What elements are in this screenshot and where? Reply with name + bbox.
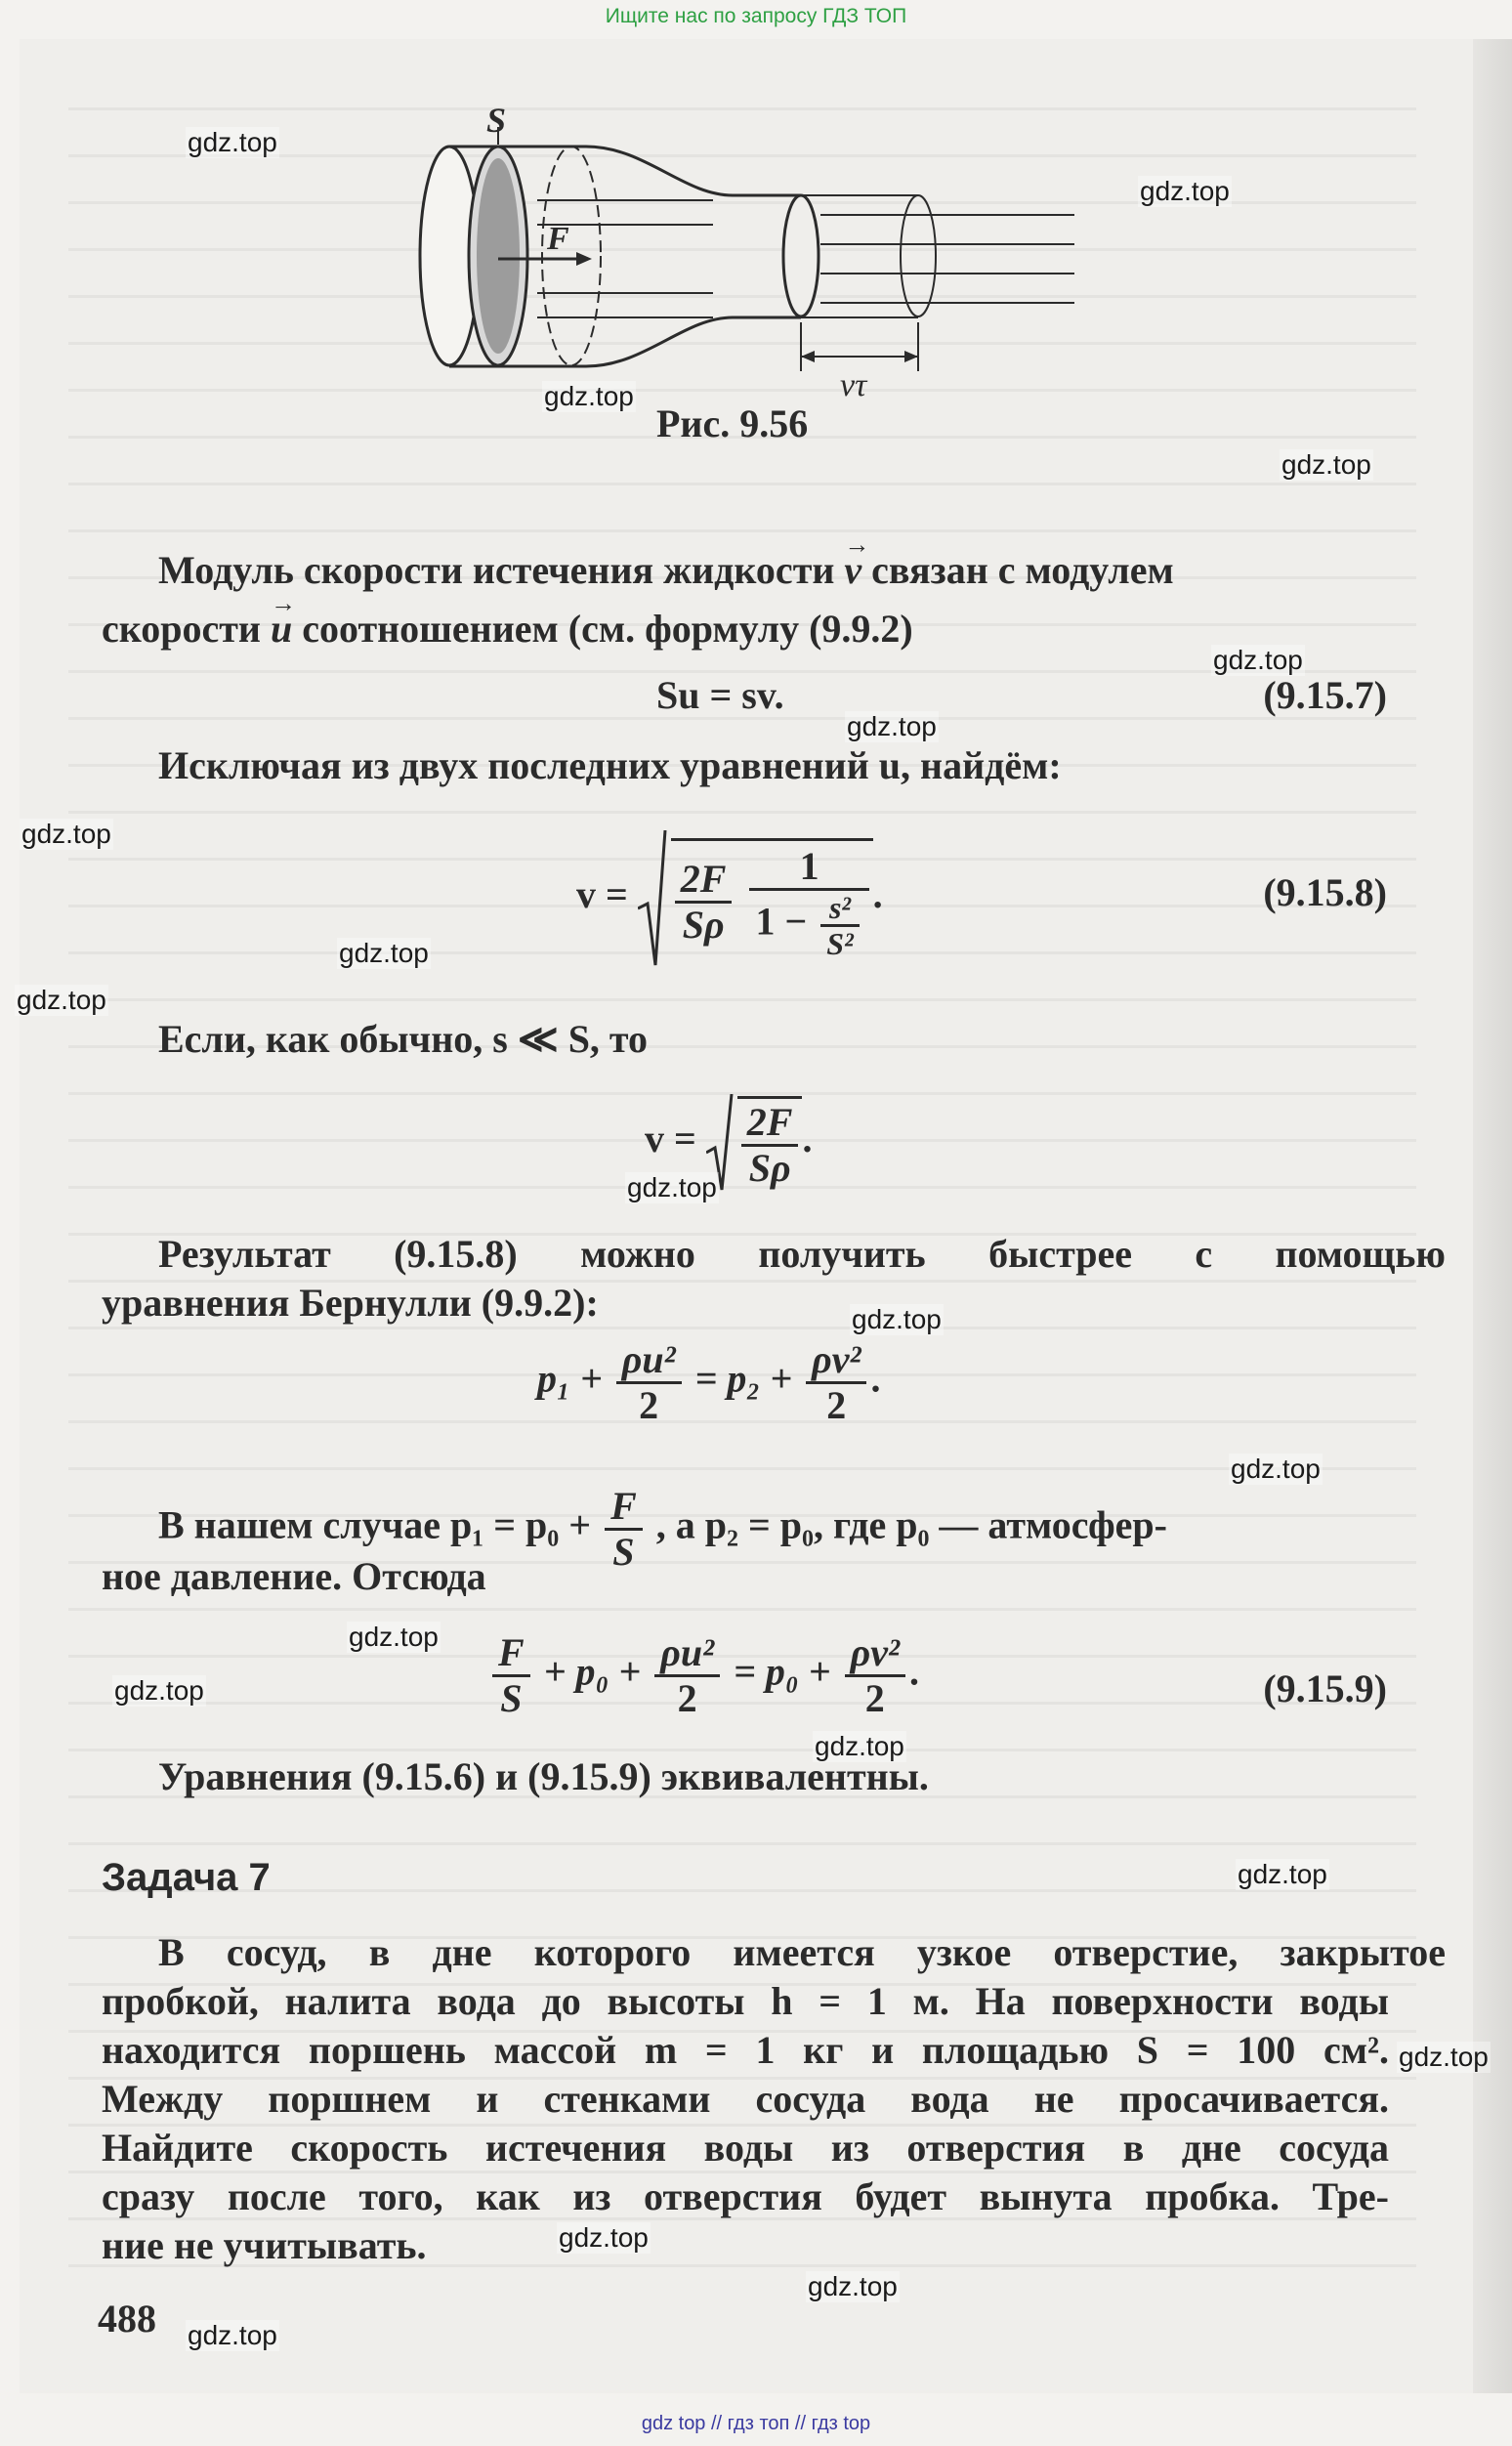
- watermark: gdz.top: [627, 1172, 717, 1202]
- equation-9-15-7: Su = sv.: [656, 673, 784, 717]
- watermark: gdz.top: [808, 2271, 898, 2301]
- bottom-banner[interactable]: gdz top // гдз топ // гдз top: [641, 2413, 871, 2434]
- paragraph-5-line-1: В нашем случае p₁ = p₀ + $\frac{F}{S}$ , а p₂ = p₀, где p₀ — атмосфер-: [158, 1484, 1167, 1574]
- paragraph-1-line-1: Модуль скорости истечения жидкости → v связан с модулем: [158, 547, 1446, 594]
- watermark: gdz.top: [559, 2222, 649, 2253]
- task-line-3: находится поршень массой m = 1 кг и площадью S = 100 см².: [102, 2028, 1389, 2072]
- equation-number-9-15-7: (9.15.7): [1263, 673, 1387, 717]
- paragraph-4-line-1: Результат (9.15.8) можно получить быстрее с помощью: [158, 1232, 1446, 1276]
- watermark: gdz.top: [1281, 449, 1371, 480]
- task-line-7: ние не учитывать.: [102, 2223, 427, 2267]
- task-line-5: Найдите скорость истечения воды из отверстия в дне сосуда: [102, 2126, 1389, 2170]
- watermark: gdz.top: [17, 985, 106, 1015]
- watermark: gdz.top: [852, 1304, 942, 1334]
- equation-9-15-8: v = $\frac{2F}{S\rho}$ 1 1 − $\frac{\text{s²}}{\text{S²}}$ .: [576, 830, 883, 967]
- figure-label-F: F: [547, 221, 569, 257]
- equation-number-9-15-9: (9.15.9): [1263, 1666, 1387, 1710]
- sqrt-sign: [638, 830, 667, 967]
- watermark: gdz.top: [188, 2320, 277, 2350]
- watermark: gdz.top: [847, 711, 937, 741]
- watermark: gdz.top: [1213, 645, 1303, 675]
- task-line-6: сразу после того, как из отверстия будет вынута пробка. Тре-: [102, 2174, 1389, 2218]
- watermark: gdz.top: [21, 819, 111, 849]
- figure-label-S: S: [486, 107, 507, 140]
- figure-label-vt: vτ: [840, 367, 867, 401]
- equation-simplified: v = $\frac{2F}{S\rho}$ .: [645, 1094, 812, 1192]
- figure-caption: Рис. 9.56: [656, 401, 809, 445]
- watermark: gdz.top: [349, 1622, 439, 1652]
- paragraph-2: Исключая из двух последних уравнений u, найдём:: [158, 743, 1062, 787]
- watermark: gdz.top: [544, 381, 634, 411]
- watermark: gdz.top: [815, 1731, 904, 1761]
- top-banner[interactable]: Ищите нас по запросу ГДЗ ТОП: [605, 5, 907, 27]
- watermark: gdz.top: [339, 938, 429, 968]
- task-line-4: Между поршнем и стенками сосуда вода не просачивается.: [102, 2077, 1389, 2121]
- equation-9-15-9: $\frac{F}{S}$ + p₀ + $\frac{\text{ρu²}}{2}$ = p₀ + $\frac{\text{ρv²}}{2}$ .: [488, 1631, 919, 1720]
- task-line-2: пробкой, налита вода до высоты h = 1 м. На поверхности воды: [102, 1979, 1389, 2023]
- watermark: gdz.top: [1140, 176, 1230, 206]
- watermark: gdz.top: [1399, 2042, 1489, 2072]
- task-heading: Задача 7: [102, 1856, 271, 1899]
- equation-bernoulli: p₁ + $\frac{\text{ρu²}}{2}$ = p₂ + $\frac{\text{ρv²}}{2}$ .: [537, 1337, 881, 1427]
- page-number: 488: [98, 2297, 156, 2341]
- page-edge: [1473, 39, 1512, 2393]
- paragraph-3: Если, как обычно, s ≪ S, то: [158, 1017, 649, 1061]
- paragraph-5-line-2: ное давление. Отсюда: [102, 1554, 486, 1598]
- equation-number-9-15-8: (9.15.8): [1263, 870, 1387, 914]
- paragraph-6: Уравнения (9.15.6) и (9.15.9) эквивалентны.: [158, 1754, 929, 1798]
- figure-9-56: [391, 107, 1094, 401]
- watermark: gdz.top: [114, 1675, 204, 1706]
- paragraph-1-line-2: скорости → u соотношением (см. формулу (9.9.2): [102, 606, 1389, 653]
- watermark: gdz.top: [1238, 1859, 1327, 1889]
- watermark: gdz.top: [1231, 1454, 1321, 1484]
- task-line-1: В сосуд, в дне которого имеется узкое отверстие, закрытое: [158, 1930, 1446, 1974]
- paragraph-4-line-2: уравнения Бернулли (9.9.2):: [102, 1281, 599, 1325]
- watermark: gdz.top: [188, 127, 277, 157]
